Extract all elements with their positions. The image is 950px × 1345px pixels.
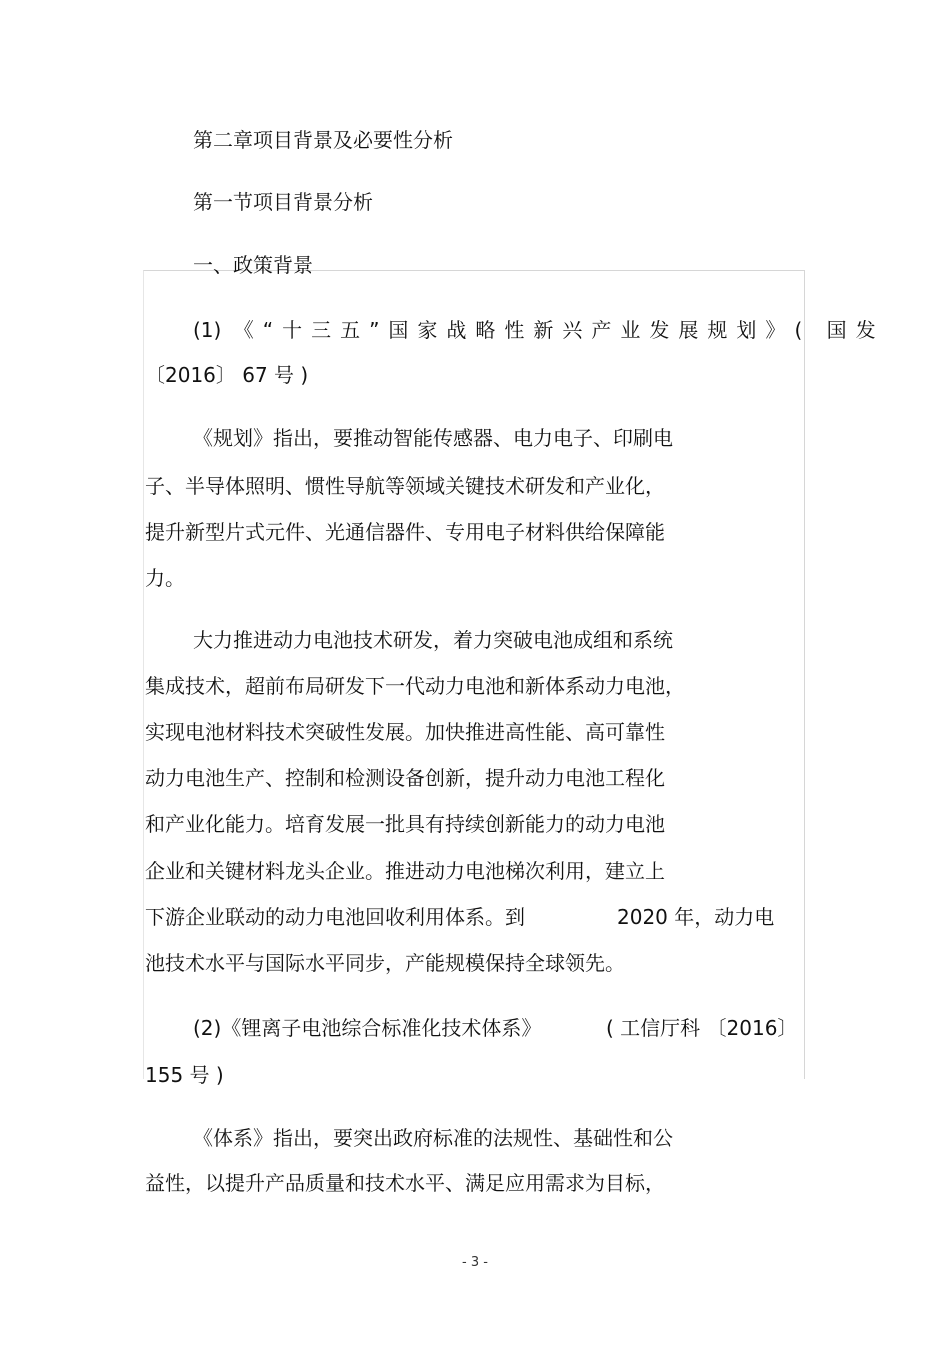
para2-line-8: 池技术水平与国际水平同步，产能规模保持全球领先。 bbox=[145, 951, 625, 975]
para1-line-1: 《规划》指出，要推动智能传感器、电力电子、印刷电 bbox=[193, 426, 673, 450]
policy1-number: (1) bbox=[193, 318, 222, 342]
chapter-heading: 第二章项目背景及必要性分析 bbox=[193, 128, 453, 152]
para2-line-7: 下游企业联动的动力电池回收利用体系。到 bbox=[145, 905, 525, 929]
para2-line-2: 集成技术，超前布局研发下一代动力电池和新体系动力电池， bbox=[145, 674, 685, 698]
para1-line-3: 提升新型片式元件、光通信器件、专用电子材料供给保障能 bbox=[145, 520, 665, 544]
policy1-doc-number: 〔2016〕 67 号 ) bbox=[145, 363, 309, 387]
para2-line-7-tail: 2020 年，动力电 bbox=[617, 905, 775, 929]
policy1-doc-prefix: ( 国发 bbox=[794, 318, 885, 342]
policy1-title: 《“十三五”国家战略性新兴产业发展规划》 bbox=[233, 318, 795, 342]
policy2-heading: (2)《锂离子电池综合标准化技术体系》 bbox=[193, 1016, 542, 1040]
para2-line-4: 动力电池生产、控制和检测设备创新，提升动力电池工程化 bbox=[145, 766, 665, 790]
para3-line-1: 《体系》指出，要突出政府标准的法规性、基础性和公 bbox=[193, 1126, 673, 1150]
para2-line-5: 和产业化能力。培育发展一批具有持续创新能力的动力电池 bbox=[145, 812, 665, 836]
para1-line-4: 力。 bbox=[145, 566, 185, 590]
para2-line-6: 企业和关键材料龙头企业。推进动力电池梯次利用，建立上 bbox=[145, 859, 665, 883]
para1-line-2: 子、半导体照明、惯性导航等领域关键技术研发和产业化， bbox=[145, 474, 665, 498]
policy2-doc-prefix: ( 工信厅科 〔2016〕 bbox=[606, 1016, 798, 1040]
subsection-heading: 一、政策背景 bbox=[193, 253, 313, 277]
para3-line-2: 益性，以提升产品质量和技术水平、满足应用需求为目标， bbox=[145, 1171, 665, 1195]
section-heading: 第一节项目背景分析 bbox=[193, 190, 373, 214]
policy2-doc-number: 155 号 ) bbox=[145, 1063, 224, 1087]
policy1-heading-line bbox=[193, 316, 885, 344]
para2-line-1: 大力推进动力电池技术研发，着力突破电池成组和系统 bbox=[193, 628, 673, 652]
para2-line-3: 实现电池材料技术突破性发展。加快推进高性能、高可靠性 bbox=[145, 720, 665, 744]
page-number: - 3 - bbox=[462, 1255, 488, 1270]
